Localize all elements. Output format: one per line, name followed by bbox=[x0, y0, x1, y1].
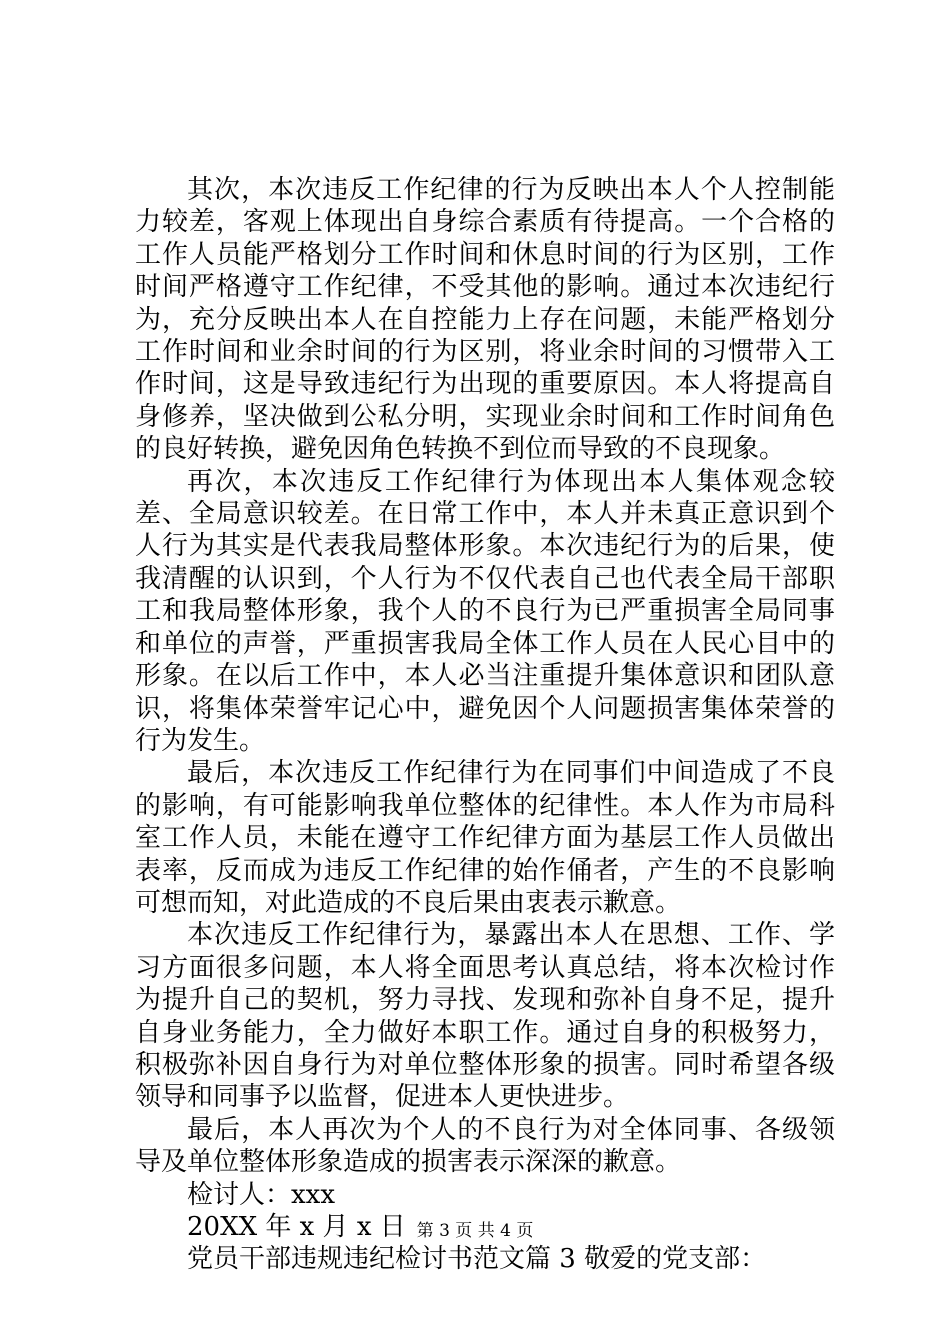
paragraph-apology: 最后，本人再次为个人的不良行为对全体同事、各级领导及单位整体形象造成的损害表示深深的歉意。 bbox=[135, 1114, 835, 1178]
paragraph-summary: 本次违反工作纪律行为，暴露出本人在思想、工作、学习方面很多问题，本人将全面思考认真总结，将本次检讨作为提升自己的契机，努力寻找、发现和弥补自身不足，提升自身业务能力，全力做好本职工作。通过自身的积极努力，积极弥补因自身行为对单位整体形象的损害。同时希望各级领导和同事予以监督，促进本人更快进步。 bbox=[135, 920, 835, 1113]
page-number-footer: 第 3 页 共 4 页 bbox=[416, 1221, 534, 1241]
paragraph-lastly: 最后，本次违反工作纪律行为在同事们中间造成了不良的影响，有可能影响我单位整体的纪律性。本人作为市局科室工作人员，未能在遵守工作纪律方面为基层工作人员做出表率，反而成为违反工作纪律的始作俑者，产生的不良影响可想而知，对此造成的不良后果由衷表示歉意。 bbox=[135, 758, 835, 918]
date: 20XX 年 x 月 x 日 bbox=[187, 1212, 406, 1242]
signature: 检讨人：xxx bbox=[187, 1179, 335, 1210]
paragraph-secondly: 其次，本次违反工作纪律的行为反映出本人个人控制能力较差，客观上体现出自身综合素质有待提高。一个合格的工作人员能严格划分工作时间和休息时间的行为区别，工作时间严格遵守工作纪律，不受其他的影响。通过本次违纪行为，充分反映出本人在自控能力上存在问题，未能严格划分工作时间和业余时间的行为区别，将业余时间的习惯带入工作时间，这是导致违纪行为出现的重要原因。本人将提高自身修养，坚决做到公私分明，实现业余时间和工作时间角色的良好转换，避免因角色转换不到位而导致的不良现象。 bbox=[135, 175, 835, 465]
next-section-heading: 党员干部违规违纪检讨书范文篇 3 敬爱的党支部： bbox=[187, 1244, 767, 1275]
document-body bbox=[135, 174, 835, 1276]
paragraph-thirdly: 再次，本次违反工作纪律行为体现出本人集体观念较差、全局意识较差。在日常工作中，本人并未真正意识到个人行为其实是代表我局整体形象。本次违纪行为的后果，使我清醒的认识到，个人行为不仅代表自己也代表全局干部职工和我局整体形象，我个人的不良行为已严重损害全局同事和单位的声誉，严重损害我局全体工作人员在人民心目中的形象。在以后工作中，本人必当注重提升集体意识和团队意识，将集体荣誉牢记心中，避免因个人问题损害集体荣誉的行为发生。 bbox=[135, 466, 835, 756]
